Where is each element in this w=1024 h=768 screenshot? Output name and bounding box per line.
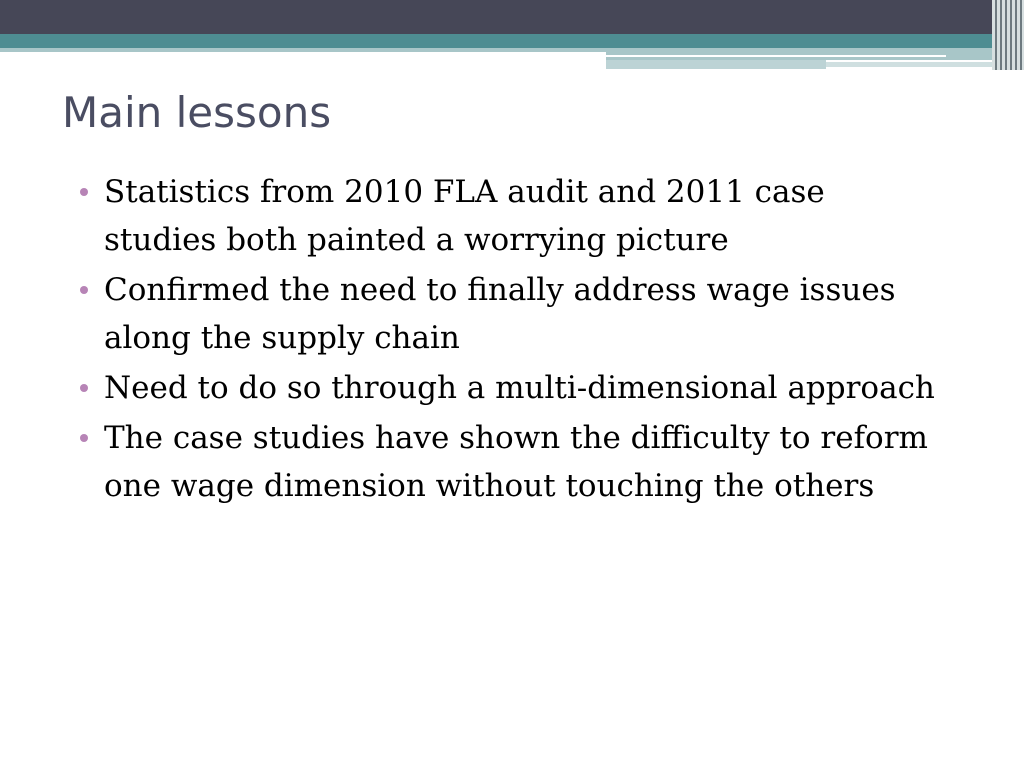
bullet-item bbox=[80, 266, 940, 362]
slide-title: Main lessons bbox=[62, 88, 332, 137]
header-accent-bar-lower bbox=[606, 60, 826, 69]
bullet-dot-icon bbox=[80, 286, 88, 294]
bullet-text: The case studies have shown the difficulty to reform one wage dimension without touching the others bbox=[104, 420, 928, 504]
header-stripes bbox=[992, 0, 1024, 70]
bullet-dot-icon bbox=[80, 384, 88, 392]
bullet-item bbox=[80, 364, 940, 412]
bullet-dot-icon bbox=[80, 188, 88, 196]
header-accent-bar-lower-right bbox=[826, 62, 996, 67]
bullet-item bbox=[80, 168, 940, 264]
bullet-dot-icon bbox=[80, 434, 88, 442]
bullet-text: Confirmed the need to finally address wage issues along the supply chain bbox=[104, 272, 896, 356]
bullet-text: Statistics from 2010 FLA audit and 2011 case studies both painted a worrying picture bbox=[104, 174, 825, 258]
header-accent-line bbox=[606, 55, 946, 57]
bullet-text: Need to do so through a multi-dimensional approach bbox=[104, 370, 935, 406]
header-bar-dark bbox=[0, 0, 1024, 34]
bullet-list bbox=[80, 168, 940, 512]
bullet-item bbox=[80, 414, 940, 510]
header-bar-teal bbox=[0, 34, 1024, 48]
